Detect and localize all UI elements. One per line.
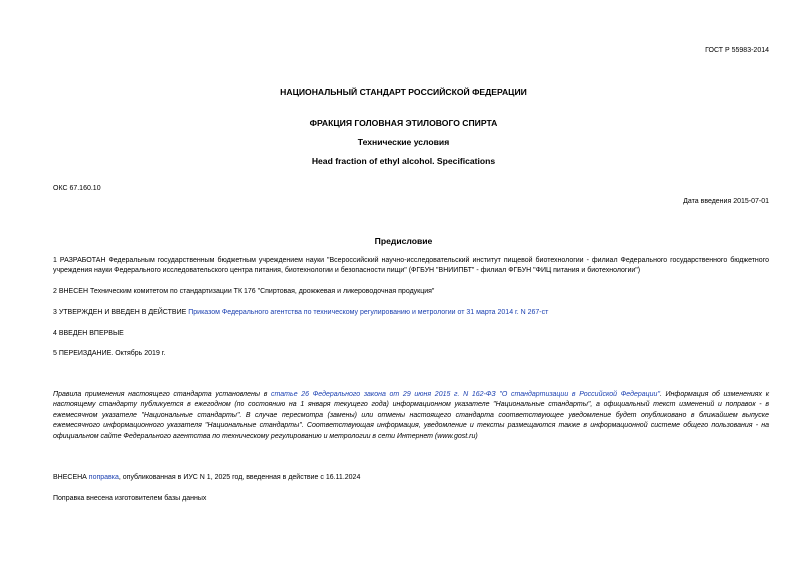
preface-item-3-text: 3 УТВЕРЖДЕН И ВВЕДЕН В ДЕЙСТВИЕ [53, 309, 189, 316]
english-title: Head fraction of ethyl alcohol. Specifications [311, 156, 496, 166]
amendment-link[interactable]: поправка [88, 474, 119, 481]
amendment-note-text: Поправка внесена изготовителем базы данных [53, 495, 207, 502]
preface-item-5-text: 5 ПЕРЕИЗДАНИЕ. Октябрь 2019 г. [53, 350, 166, 357]
preface-item-5 [53, 349, 769, 359]
preface-item-4 [53, 329, 769, 339]
amendment-info [53, 473, 769, 483]
preface-item-4-text: 4 ВВЕДЕН ВПЕРВЫЕ [53, 330, 124, 337]
intro-date: Дата введения 2015-07-01 [683, 198, 769, 205]
federal-law-link[interactable]: статье 26 Федерального закона от 29 июня 2015 г. N 162-ФЗ "О стандартизации в Российской Федерации" [271, 391, 660, 398]
oks-code: ОКС 67.160.10 [53, 185, 101, 192]
application-rules [53, 390, 769, 442]
amendment-suffix: , опубликованная в ИУС N 1, 2025 год, введенная в действие с 16.11.2024 [118, 474, 361, 481]
preface-heading: Предисловие [374, 236, 433, 246]
rules-suffix: . Информация об изменениях к настоящему стандарту публикуется в ежегодном (по состоянию на 1 января текущего года) информационном указателе "Национальные стандарты", а официальный текст изменений и поправок - в ежемесячном указателе "Национальные стандарты". В случае пересмотра (замены) или отмены настоящего стандарта соответствующее уведомление будет опубликовано в ближайшем выпуске ежемесячного информационного указателя "Национальные стандарты". Соответствующая информация, уведомление и тексты размещаются также в информационной системе общего пользования - на официальном сайте Федерального агентства по техническому регулированию и метрологии в сети Интернет (www.gost.ru) [53, 391, 770, 440]
standard-heading: НАЦИОНАЛЬНЫЙ СТАНДАРТ РОССИЙСКОЙ ФЕДЕРАЦИИ [280, 87, 527, 97]
document-subtitle: Технические условия [357, 137, 450, 147]
preface-item-3 [53, 308, 769, 318]
rules-prefix: Правила применения настоящего стандарта установлены в [53, 391, 272, 398]
preface-item-1-text: 1 РАЗРАБОТАН Федеральным государственным бюджетным учреждением науки "Всероссийский научно-исследовательский институт пищевой биотехнологии - филиал Федерального государственного бюджетного учреждения науки Федерального исследовательского центра питания, биотехнологии и безопасности пищи" (ФГБУН "ВНИИПБТ" - филиал ФГБУН "ФИЦ питания и биотехнологии") [53, 257, 769, 275]
amendment-prefix: ВНЕСЕНА [53, 474, 89, 481]
preface-item-1 [53, 256, 769, 277]
preface-item-2-text: 2 ВНЕСЕН Техническим комитетом по стандартизации ТК 176 "Спиртовая, дрожжевая и ликероводочная продукция" [53, 288, 435, 295]
amendment-note [53, 494, 769, 504]
document-title: ФРАКЦИЯ ГОЛОВНАЯ ЭТИЛОВОГО СПИРТА [309, 118, 498, 128]
document-code: ГОСТ Р 55983-2014 [705, 47, 769, 54]
order-link[interactable]: Приказом Федерального агентства по техническому регулированию и метрологии от 31 марта 2014 г. N 267-ст [188, 309, 549, 316]
preface-item-2 [53, 287, 769, 297]
